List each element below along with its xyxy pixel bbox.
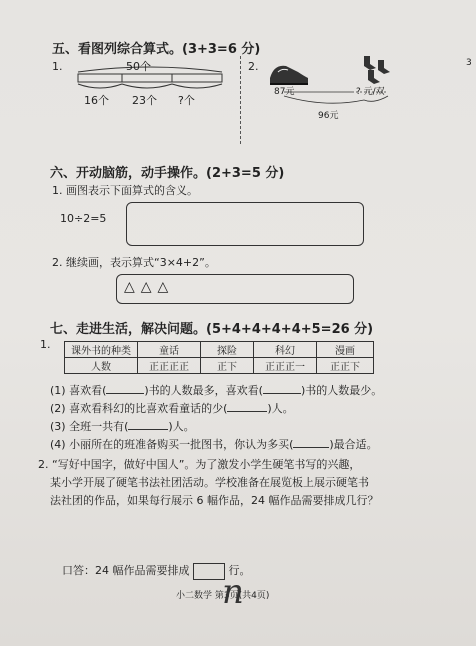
section5-title: 五、看图列综合算式。(3+3=6 分)	[52, 42, 261, 57]
section5-q2-number: 2.	[248, 60, 259, 73]
table-row	[65, 358, 374, 374]
division-expression: 10÷2=5	[60, 212, 107, 225]
question-2-line: 法社团的作品，如果每行展示 6 幅作品，24 幅作品需要排成几行？	[50, 494, 379, 507]
segment-bar	[78, 74, 222, 82]
segment-part-label: 23个	[132, 94, 157, 107]
segment-part-label: ?个	[178, 94, 195, 107]
section6-q2: 2. 继续画，表示算式“3×4+2”。	[52, 256, 216, 269]
shoe-icon	[270, 66, 308, 84]
part-brace	[172, 84, 222, 88]
table-header-cell: 课外书的种类	[65, 342, 138, 358]
question-2-line: 某小学开展了硬笔书法社团活动。学校准备在展览板上展示硬笔书	[50, 476, 369, 489]
table-header-cell: 漫画	[317, 342, 374, 358]
answer-blank[interactable]	[293, 447, 329, 448]
part-brace	[78, 84, 122, 88]
shoe-price: 87元	[274, 87, 295, 97]
handwritten-mark: n	[222, 572, 244, 612]
table-cell: 正正正一	[254, 358, 317, 374]
margin-page-number: 3	[466, 58, 472, 68]
table-cell: 正下	[201, 358, 254, 374]
answer-blank[interactable]	[263, 393, 301, 394]
answer-box[interactable]	[193, 563, 225, 580]
section7-q1-number: 1.	[40, 338, 51, 351]
segment-part-label: 16个	[84, 94, 109, 107]
section6-title: 六、开动脑筋，动手操作。(2+3=5 分)	[50, 166, 285, 181]
triangle-shapes: △△△	[124, 279, 175, 295]
section5-q1-number: 1.	[52, 60, 63, 73]
table-header-row	[65, 342, 374, 358]
total-price: 96元	[318, 111, 339, 121]
part-brace	[122, 84, 172, 88]
question-1-2: (2) 喜欢看科幻的比喜欢看童话的少( )人。	[50, 402, 294, 415]
question-1-4: (4) 小丽所在的班准备购买一批图书，你认为多买( )最合适。	[50, 438, 378, 451]
table-cell: 正正下	[317, 358, 374, 374]
table-header-cell: 童话	[138, 342, 201, 358]
answer-blank[interactable]	[106, 393, 144, 394]
question-2-line: 2. “写好中国字，做好中国人”。为了激发小学生硬笔书写的兴趣，	[38, 458, 361, 471]
table-cell: 正正正正	[138, 358, 201, 374]
page-footer: 小二数学 第3页(共4页)	[176, 591, 270, 601]
book-tally-table	[64, 341, 374, 374]
segment-total-label: 50个	[126, 60, 151, 73]
table-header-cell: 科幻	[254, 342, 317, 358]
answer-blank[interactable]	[227, 411, 267, 412]
answer-blank[interactable]	[128, 429, 168, 430]
sock-icon	[364, 56, 390, 84]
column-divider	[240, 56, 242, 144]
oral-answer: 口答：24 幅作品需要排成 行。	[62, 562, 251, 580]
sock-price: ? 元/双	[356, 87, 385, 97]
question-1-1: (1) 喜欢看( )书的人数最多，喜欢看( )书的人数最少。	[50, 384, 383, 397]
section6-q1: 1. 画图表示下面算式的含义。	[52, 184, 198, 197]
section7-title: 七、走进生活，解决问题。(5+4+4+4+4+5=26 分)	[50, 322, 374, 337]
table-cell: 人数	[65, 358, 138, 374]
drawing-box-1[interactable]	[126, 202, 364, 246]
question-1-3: (3) 全班一共有( )人。	[50, 420, 195, 433]
table-header-cell: 探险	[201, 342, 254, 358]
